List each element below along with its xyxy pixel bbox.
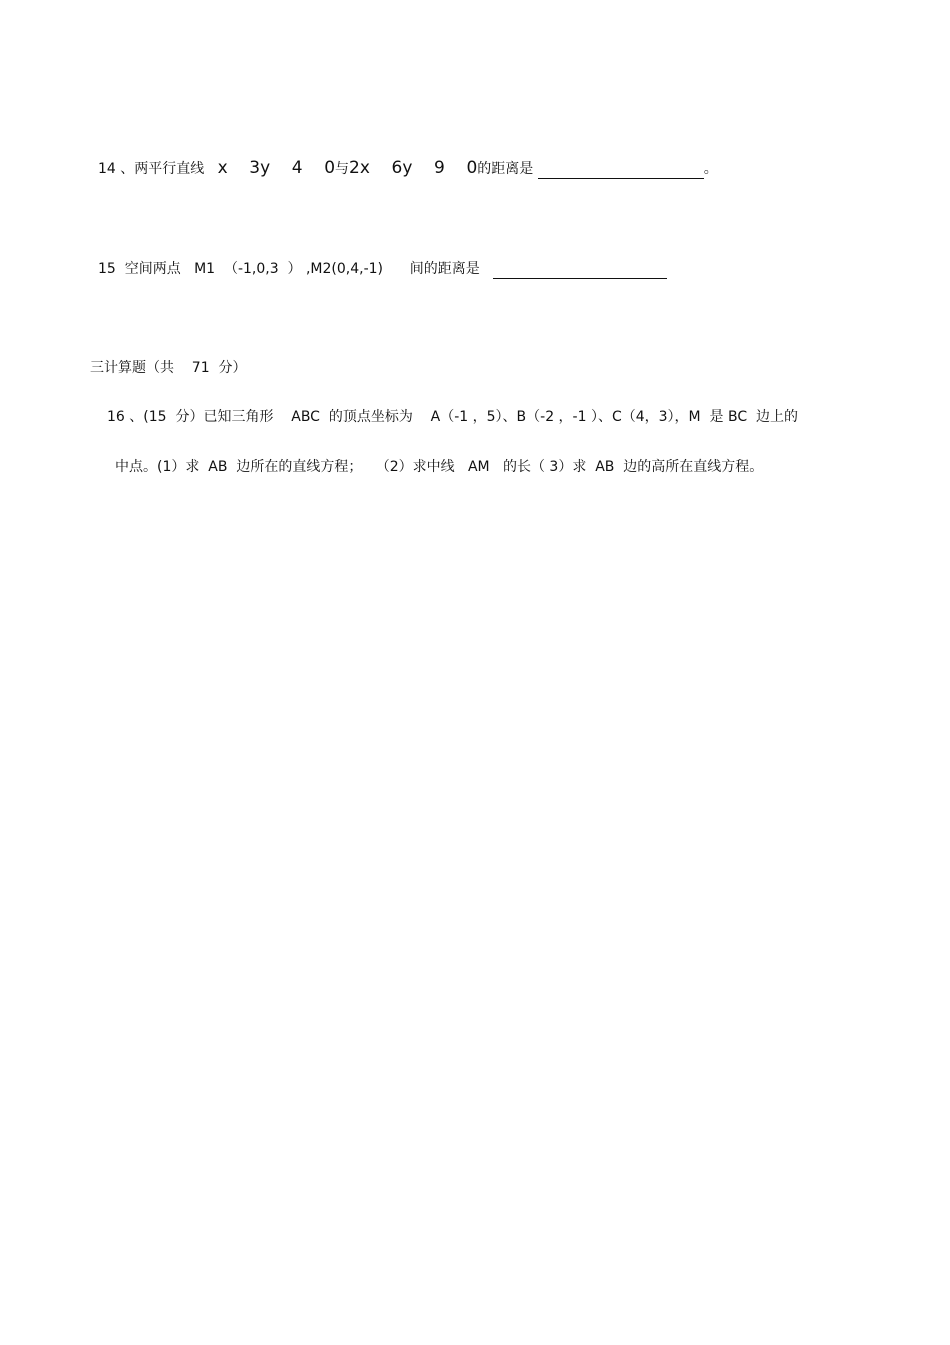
section-3-heading: 三计算题（共 71 分） — [90, 360, 247, 376]
question-16-line-2: 中点。(1）求 AB 边所在的直线方程； （2）求中线 AM 的长（ 3）求 AB 边的高所在直线方程。 — [115, 459, 764, 475]
q15-answer-blank[interactable] — [493, 262, 667, 279]
q14-answer-blank[interactable] — [538, 162, 704, 179]
q14-equation-1: x 3y 4 0 — [217, 158, 336, 178]
q15-text: 15 空间两点 M1 （-1,0,3 ） ,M2(0,4,-1) 间的距离是 — [98, 261, 480, 277]
q14-period: 。 — [703, 161, 718, 177]
question-15 — [98, 259, 667, 279]
q14-conjunction: 与 — [335, 161, 350, 177]
question-14 — [98, 158, 718, 179]
q14-equation-2: 2x 6y 9 0 — [349, 158, 478, 178]
q14-suffix: 的距离是 — [477, 161, 534, 177]
question-16-line-1: 16 、(15 分）已知三角形 ABC 的顶点坐标为 A（-1 ，5）、B（-2 ，-1 ）、C（4，3），M 是 BC 边上的 — [107, 409, 799, 425]
q14-prefix: 14 、两平行直线 — [98, 161, 205, 177]
